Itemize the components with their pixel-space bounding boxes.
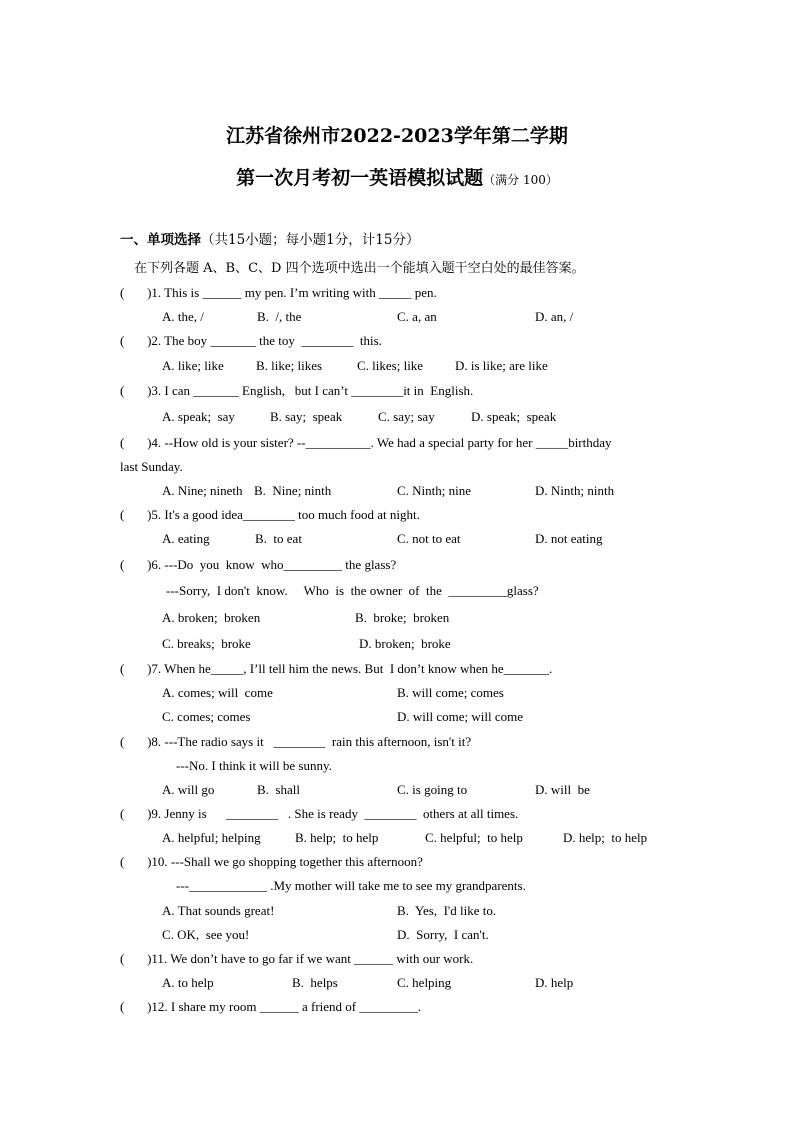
question-stem-continued: ---No. I think it will be sunny.: [176, 758, 332, 773]
option-b: B. like; likes: [256, 358, 323, 373]
full-score-note: （满分 100）: [483, 173, 558, 187]
option-a: A. will go: [162, 782, 215, 797]
option-d: D. Sorry, I can't.: [397, 927, 489, 942]
question-stem: ( )1. This is ______ my pen. I’m writing with _____ pen.: [120, 285, 437, 300]
section-heading: [120, 228, 419, 248]
option-a: A. like; like: [162, 358, 224, 373]
option-b: B. helps: [292, 975, 338, 990]
section-detail: （共15小题；每小题1分，计15分）: [201, 232, 420, 248]
option-c: C. comes; comes: [162, 709, 251, 724]
option-b: B. to eat: [255, 531, 302, 546]
option-c: C. breaks; broke: [162, 636, 251, 651]
section-title: 一、单项选择: [120, 232, 201, 248]
option-c: C. OK, see you!: [162, 927, 250, 942]
option-d: D. an, /: [535, 309, 574, 324]
question-stem-continued: ---Sorry, I don't know. Who is the owner of the _________glass?: [166, 583, 539, 598]
question-stem: ( )2. The boy _______ the toy ________ this.: [120, 333, 382, 348]
option-d: D. not eating: [535, 531, 603, 546]
question-stem: ( )9. Jenny is ________ . She is ready ________ others at all times.: [120, 806, 519, 821]
option-a: A. eating: [162, 531, 210, 546]
option-c: C. helpful; to help: [425, 830, 523, 845]
question-stem: ( )12. I share my room ______ a friend of _________.: [120, 999, 422, 1014]
option-a: A. helpful; helping: [162, 830, 261, 845]
option-d: D. will come; will come: [397, 709, 524, 724]
option-d: D. is like; are like: [455, 358, 548, 373]
option-c: C. not to eat: [397, 531, 461, 546]
option-a: A. Nine; nineth: [162, 483, 243, 498]
option-b: B. Nine; ninth: [254, 483, 332, 498]
page-title: 江苏省徐州市2022-2023学年第二学期: [226, 125, 568, 147]
question-stem: ( )8. ---The radio says it ________ rain this afternoon, isn't it?: [120, 734, 472, 749]
option-b: B. broke; broken: [355, 610, 450, 625]
option-c: C. say; say: [378, 409, 435, 424]
option-c: C. a, an: [397, 309, 437, 324]
option-a: A. the, /: [162, 309, 204, 324]
option-a: A. broken; broken: [162, 610, 261, 625]
option-d: D. help: [535, 975, 574, 990]
subtitle-text: 第一次月考初一英语模拟试题: [236, 167, 484, 189]
question-stem-continued: last Sunday.: [120, 459, 183, 474]
option-b: B. say; speak: [270, 409, 343, 424]
option-d: D. help; to help: [563, 830, 648, 845]
option-a: A. comes; will come: [162, 685, 273, 700]
question-stem: ( )5. It's a good idea________ too much food at night.: [120, 507, 420, 522]
question-stem: ( )6. ---Do you know who_________ the glass?: [120, 557, 397, 572]
question-stem-continued: ---____________ .My mother will take me to see my grandparents.: [176, 878, 526, 893]
option-a: A. to help: [162, 975, 214, 990]
option-b: B. will come; comes: [397, 685, 504, 700]
option-d: D. broken; broke: [359, 636, 451, 651]
option-d: D. Ninth; ninth: [535, 483, 615, 498]
option-d: D. speak; speak: [471, 409, 557, 424]
option-b: B. shall: [257, 782, 300, 797]
question-stem: ( )7. When he_____, I’ll tell him the news. But I don’t know when he_______.: [120, 661, 553, 676]
option-c: C. helping: [397, 975, 452, 990]
option-b: B. help; to help: [295, 830, 379, 845]
option-d: D. will be: [535, 782, 590, 797]
option-c: C. Ninth; nine: [397, 483, 472, 498]
option-a: A. That sounds great!: [162, 903, 275, 918]
question-stem: ( )4. --How old is your sister? --__________. We had a special party for her _____birthday: [120, 435, 612, 450]
option-c: C. likes; like: [357, 358, 424, 373]
section-instruction: 在下列各题 A、B、C、D 四个选项中选出一个能填入题干空白处的最佳答案。: [134, 261, 585, 276]
question-stem: ( )10. ---Shall we go shopping together this afternoon?: [120, 854, 423, 869]
page-subtitle: [0, 163, 794, 190]
question-stem: ( )11. We don’t have to go far if we want ______ with our work.: [120, 951, 474, 966]
option-b: B. Yes, I'd like to.: [397, 903, 497, 918]
question-stem: ( )3. I can _______ English, but I can’t ________it in English.: [120, 383, 474, 398]
option-c: C. is going to: [397, 782, 468, 797]
option-b: B. /, the: [257, 309, 302, 324]
option-a: A. speak; say: [162, 409, 235, 424]
